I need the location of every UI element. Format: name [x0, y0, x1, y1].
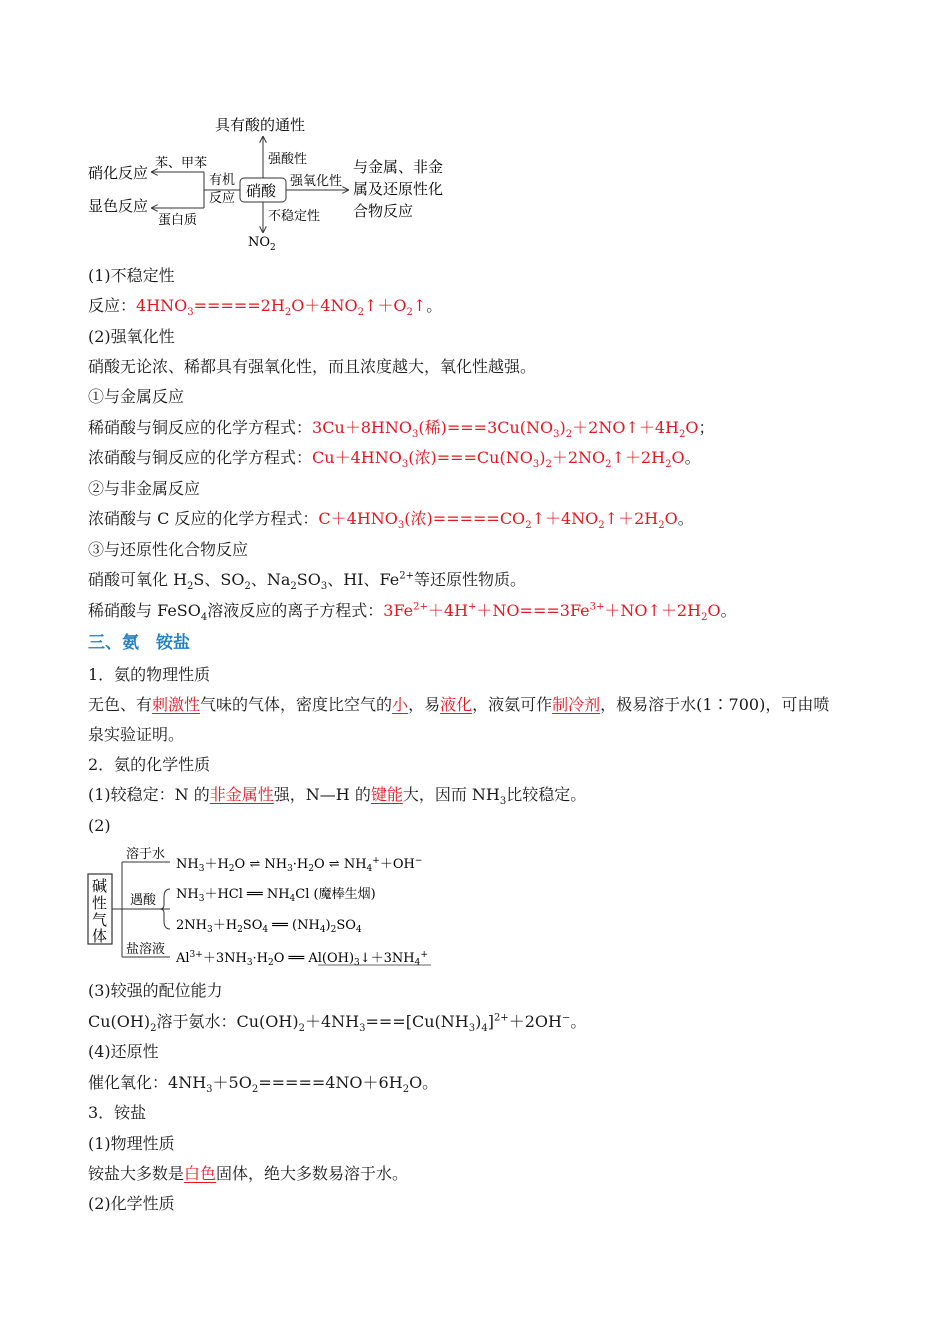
diagram-left-label-1: 有机 [209, 173, 236, 188]
diagram-center-text: 硝酸 [246, 182, 277, 200]
reducing-compounds-line: 硝酸可氧化 $H_2S$、$SO_2$、$Na_2SO_3$、HI、$Fe^{2+}$等还原性物质。 [88, 570, 526, 593]
salts-title: 3．铵盐 [88, 1103, 147, 1122]
eq-h2so4: $2NH_3+H_2SO_4$ ══ $(NH_4)_2SO_4$ [176, 918, 362, 935]
ammonia-physical-text-2: 泉实验证明。 [88, 725, 185, 744]
dilute-copper-equation: $3Cu+8HNO_3$(稀)$===3Cu(NO_3)_2+2NO↑+4H_2O$ [312, 418, 699, 441]
svg-text:体: 体 [92, 927, 108, 945]
diagram-down-result: $NO_2$ [248, 235, 276, 253]
ammonia-c3-title: (3)较强的配位能力 [88, 981, 223, 1000]
ammonia-c2-label: (2) [88, 816, 111, 835]
conc-copper-equation: $Cu+4HNO_3$(浓)$===Cu(NO_3)_2+2NO_2↑+2H_2O$ [312, 448, 685, 471]
carbon-line: 浓硝酸与 C 反应的化学方程式：$C+4HNO_3$(浓)$=====CO_2↑+4NO_2↑+2H_2O$。 [88, 509, 694, 532]
basic-gas-diagram [86, 842, 456, 972]
s1-title: (1)不稳定性 [88, 266, 175, 285]
ammonia-physical-title: 1．氨的物理性质 [88, 665, 211, 684]
s1-reaction: 反应：$4HNO_3=====2H_2O+4NO_2↑+O_2↑$。 [88, 296, 443, 319]
carbon-equation: $C+4HNO_3$(浓)$=====CO_2↑+4NO_2↑+2H_2O$ [318, 509, 678, 532]
s2-title: (2)强氧化性 [88, 327, 175, 346]
diagram-right-result-3: 合物反应 [353, 202, 414, 220]
nitric-acid-diagram [80, 110, 460, 260]
diagram-left-top-result: 硝化反应 [88, 164, 149, 182]
branch-salt: 盐溶液 [126, 942, 166, 957]
ammonia-chemical-title: 2．氨的化学性质 [88, 755, 211, 774]
s2-sub1: ①与金属反应 [88, 387, 185, 406]
s2-text: 硝酸无论浓、稀都具有强氧化性，而且浓度越大，氧化性越强。 [88, 357, 537, 376]
diagram-left-bottom-arrow: 蛋白质 [158, 213, 198, 228]
eq-water: $NH_3+H_2O$ ⇌ $NH_3\cdot H_2O$ ⇌ $NH_4^++OH^-$ [176, 856, 423, 874]
diagram-left-label-2: 反应 [209, 191, 236, 206]
branch-acid: 遇酸 [130, 893, 157, 908]
diagram-left-bottom-result: 显色反应 [88, 197, 149, 215]
coordination-line: $Cu(OH)_2$溶于氨水：$Cu(OH)_2+4NH_3===[Cu(NH_3)_4]^{2+}+2OH^-$。 [88, 1012, 587, 1035]
conc-copper-line: 浓硝酸与铜反应的化学方程式：$Cu+4HNO_3$(浓)$===Cu(NO_3)_2+2NO_2↑+2H_2O$。 [88, 448, 701, 471]
decomposition-equation: $4HNO_3=====2H_2O+4NO_2↑+O_2↑$ [136, 296, 427, 319]
dilute-copper-line: 稀硝酸与铜反应的化学方程式：$3Cu+8HNO_3$(稀)$===3Cu(NO_3)_2+2NO↑+4H_2O$； [88, 418, 715, 441]
svg-text:性: 性 [92, 894, 108, 912]
ammonia-c4-title: (4)还原性 [88, 1042, 159, 1061]
diagram-down-label: 不稳定性 [268, 209, 321, 224]
salts-physical-title: (1)物理性质 [88, 1134, 175, 1153]
diagram-up-label: 强酸性 [268, 152, 308, 167]
diagram-top-text: 具有酸的通性 [215, 116, 306, 134]
diagram-right-label: 强氧化性 [290, 174, 343, 189]
catalytic-oxidation-line: 催化氧化：$4NH_3+5O_2=====4NO+6H_2O$。 [88, 1073, 439, 1096]
s2-sub2: ②与非金属反应 [88, 479, 201, 498]
eq-hcl: $NH_3+HCl$ ══ $NH_4Cl$ (魔棒生烟) [176, 887, 376, 904]
ammonia-stable-line: (1)较稳定：N 的非金属性强，N—H 的键能大，因而 $NH_3$比较稳定。 [88, 785, 587, 808]
svg-text:气: 气 [92, 911, 108, 929]
s2-sub3: ③与还原性化合物反应 [88, 540, 249, 559]
salts-chemical-title: (2)化学性质 [88, 1194, 175, 1213]
diagram-right-result-1: 与金属、非金 [353, 158, 444, 176]
salts-physical-text: 铵盐大多数是白色固体，绝大多数易溶于水。 [88, 1164, 409, 1183]
svg-text:碱: 碱 [92, 877, 108, 895]
section3-heading: 三、氨 铵盐 [88, 633, 190, 653]
diagram-left-top-arrow: 苯、甲苯 [155, 156, 208, 171]
diagram-right-result-2: 属及还原性化 [353, 180, 444, 198]
ferrous-equation: $3Fe^{2+}+4H^++NO===3Fe^{3+}+NO↑+2H_2O$ [383, 601, 721, 624]
branch-water: 溶于水 [126, 847, 166, 862]
ammonia-physical-text-1: 无色、有刺激性气味的气体，密度比空气的小，易液化，液氨可作制冷剂，极易溶于水(1∶700)，可由喷 [88, 695, 830, 714]
eq-salt: $Al^{3+}+3NH_3\cdot H_2O$ ══ $Al(OH)_3↓+3NH_4^+$ [176, 950, 428, 968]
ferrous-line: 稀硝酸与 FeSO$_4$溶液反应的离子方程式：$3Fe^{2+}+4H^++NO===3Fe^{3+}+NO↑+2H_2O$。 [88, 601, 737, 624]
